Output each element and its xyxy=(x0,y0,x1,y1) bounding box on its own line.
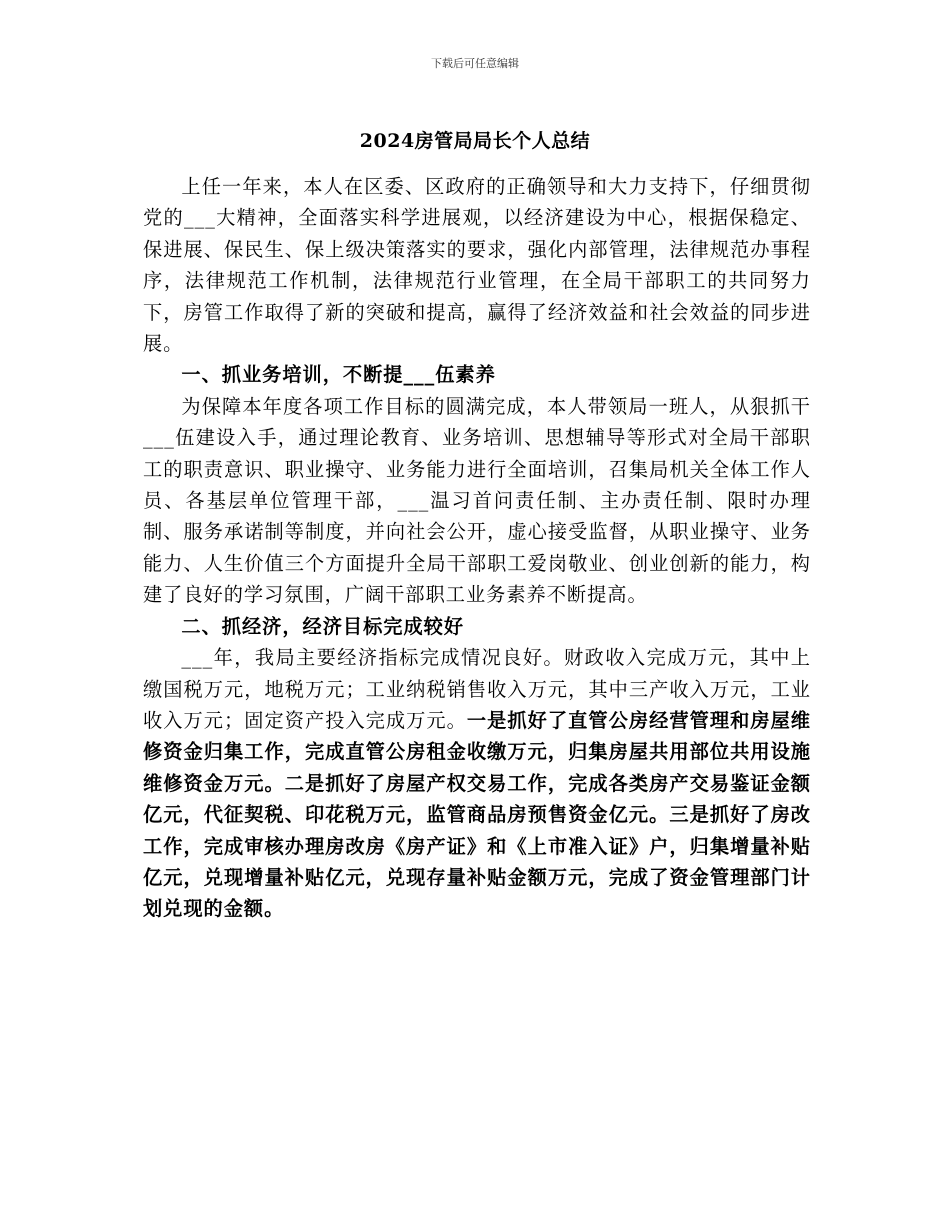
section-1-paragraph: 为保障本年度各项工作目标的圆满完成，本人带领局一班人，从狠抓干___伍建设入手，通过理论教育、业务培训、思想辅导等形式对全局干部职工的职责意识、职业操守、业务能力进行全面培训，召集局机关全体工作人员、各基层单位管理干部，___温习首问责任制、主办责任制、限时办理制、服务承诺制等制度，并向社会公开，虚心接受监督，从职业操守、业务能力、人生价值三个方面提升全局干部职工爱岗敬业、创业创新的能力，构建了良好的学习氛围，广阔干部职工业务素养不断提高。 xyxy=(143,394,811,607)
section-heading-1: 一、抓业务培训，不断提___伍素养 xyxy=(181,363,496,387)
section-2-bold-text: 一是抓好了直管公房经营管理和房屋维修资金归集工作，完成直管公房租金收缴万元，归集房屋共用部位共用设施维修资金万元。二是抓好了房屋产权交易工作，完成各类房产交易鉴证金额亿元，代征契税、印花税万元，监管商品房预售资金亿元。三是抓好了房改工作，完成审核办理房改房《房产证》和《上市准入证》户，归集增量补贴亿元，兑现增量补贴亿元，兑现存量补贴金额万元，完成了资金管理部门计划兑现的金额。 xyxy=(143,708,811,921)
document-body xyxy=(143,171,811,925)
intro-paragraph: 上任一年来，本人在区委、区政府的正确领导和大力支持下，仔细贯彻党的___大精神，全面落实科学进展观，以经济建设为中心，根据保稳定、保进展、保民生、保上级决策落实的要求，强化内部管理，法律规范办事程序，法律规范工作机制，法律规范行业管理，在全局干部职工的共同努力下，房管工作取得了新的突破和提高，赢得了经济效益和社会效益的同步进展。 xyxy=(143,175,811,356)
document-title: 2024房管局局长个人总结 xyxy=(359,130,591,152)
section-2-regular-text: ___年，我局主要经济指标完成情况良好。财政收入完成万元，其中上缴国税万元，地税万元；工业纳税销售收入万元，其中三产收入万元，工业收入万元；固定资产投入完成万元。 xyxy=(143,646,811,732)
section-2-paragraph xyxy=(143,642,811,925)
header-note: 下载后可任意编辑 xyxy=(431,57,519,70)
section-heading-2: 二、抓经济，经济目标完成较好 xyxy=(181,614,465,638)
